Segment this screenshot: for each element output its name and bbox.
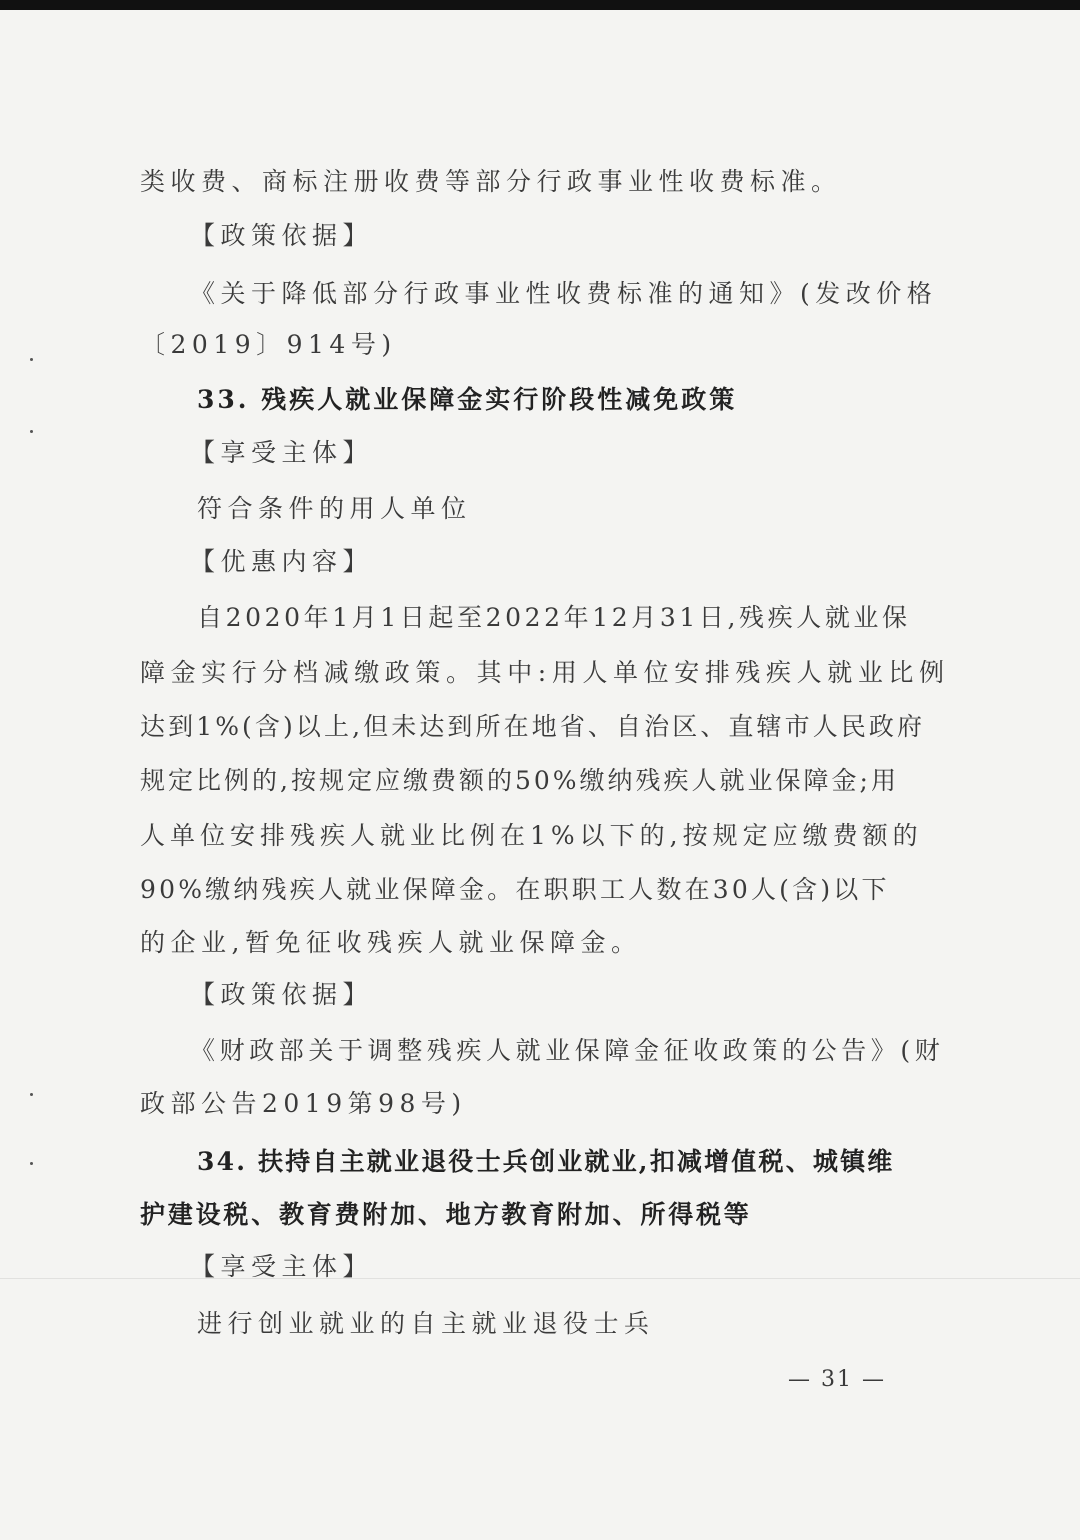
body-text-line: 障金实行分档减缴政策。其中:用人单位安排残疾人就业比例 — [140, 658, 950, 687]
section-heading-34-continued: 护建设税、教育费附加、地方教育附加、所得税等 — [140, 1200, 752, 1229]
margin-speck — [30, 358, 33, 361]
body-text-line: 90%缴纳残疾人就业保障金。在职职工人数在30人(含)以下 — [140, 875, 890, 904]
scan-fold-line — [0, 1278, 1080, 1279]
body-text-line: 自2020年1月1日起至2022年12月31日,残疾人就业保 — [197, 603, 911, 632]
citation-line: 《财政部关于调整残疾人就业保障金征收政策的公告》(财 — [190, 1036, 945, 1065]
page-number: — 31 — — [788, 1367, 886, 1392]
section-label-policy-basis: 【政策依据】 — [190, 980, 374, 1009]
section-label-benefit-content: 【优惠内容】 — [190, 547, 374, 576]
section-label-beneficiary: 【享受主体】 — [190, 1252, 374, 1281]
citation-line: 政部公告2019第98号) — [140, 1089, 467, 1118]
body-text-line: 人单位安排残疾人就业比例在1%以下的,按规定应缴费额的 — [140, 821, 923, 850]
margin-speck — [30, 1093, 33, 1096]
citation-line: 〔2019〕914号) — [140, 330, 397, 359]
body-text-line: 达到1%(含)以上,但未达到所在地省、自治区、直辖市人民政府 — [140, 712, 926, 741]
section-label-beneficiary: 【享受主体】 — [190, 438, 374, 467]
margin-speck — [30, 430, 33, 433]
body-text-line: 进行创业就业的自主就业退役士兵 — [197, 1309, 655, 1338]
margin-speck — [30, 1162, 33, 1165]
citation-line: 《关于降低部分行政事业性收费标准的通知》(发改价格 — [190, 279, 938, 308]
body-text-line: 符合条件的用人单位 — [197, 494, 472, 523]
section-heading-33: 33. 残疾人就业保障金实行阶段性减免政策 — [197, 385, 738, 414]
scan-top-edge — [0, 0, 1080, 10]
section-heading-34: 34. 扶持自主就业退役士兵创业就业,扣减增值税、城镇维 — [197, 1147, 895, 1176]
body-text-line: 类收费、商标注册收费等部分行政事业性收费标准。 — [140, 167, 842, 196]
body-text-line: 的企业,暂免征收残疾人就业保障金。 — [140, 928, 642, 957]
section-label-policy-basis: 【政策依据】 — [190, 221, 374, 250]
body-text-line: 规定比例的,按规定应缴费额的50%缴纳残疾人就业保障金;用 — [140, 766, 899, 795]
